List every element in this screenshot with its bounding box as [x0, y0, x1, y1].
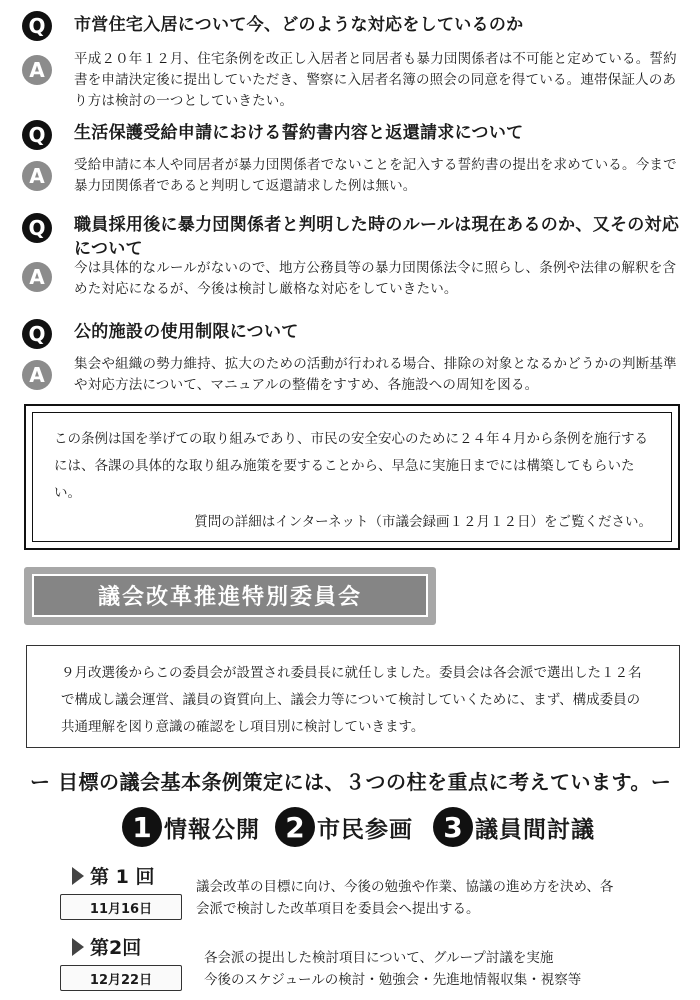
- triangle-bullet-icon: [72, 867, 84, 885]
- pillar-label: 情報公開: [164, 816, 260, 843]
- q-icon: Q: [22, 213, 52, 243]
- session-heading: [72, 862, 154, 889]
- session-1: [60, 862, 680, 928]
- a-icon: A: [22, 161, 52, 191]
- a-icon: A: [22, 55, 52, 85]
- number-2-icon: 2: [275, 807, 315, 847]
- session-description-line: 議会改革の目標に向け、今後の勉強や作業、協議の進め方を決め、各: [196, 879, 614, 895]
- session-description-line: 各会派の提出した検討項目について、グループ討議を実施: [204, 950, 554, 966]
- session-2: [60, 933, 680, 999]
- q-icon: Q: [22, 11, 52, 41]
- question-text: 職員採用後に暴力団関係者と判明した時のルールは現在あるのか、又その対応について: [74, 215, 680, 259]
- question-text: 市営住宅入居について今、どのような対応をしているのか: [74, 15, 524, 35]
- committee-intro-box: [26, 645, 680, 748]
- q-icon: Q: [22, 319, 52, 349]
- q-icon: Q: [22, 120, 52, 150]
- pillar-label: 市民参画: [317, 816, 413, 843]
- summary-text: この条例は国を挙げての取り組みであり、市民の安全安心のために２４年４月から条例を施行するには、各課の具体的な取り組み施策を要することから、早急に実施日までには構築してもらいたい。: [54, 431, 648, 501]
- number-3-icon: 3: [433, 807, 473, 847]
- pillar-3: [433, 807, 595, 847]
- session-description-line: 会派で検討した改革項目を委員会へ提出する。: [196, 901, 480, 917]
- session-heading: [72, 933, 141, 960]
- answer-text: 集会や組織の勢力維持、拡大のための活動が行われる場合、排除の対象となるかどうかの判断基準や対応方法について、マニュアルの整備をすすめ、各施設への周知を図る。: [74, 356, 677, 393]
- session-title: 第2回: [90, 937, 142, 959]
- session-title: 第 1 回: [90, 866, 155, 888]
- a-icon: A: [22, 262, 52, 292]
- answer-text: 平成２０年１２月、住宅条例を改正し入居者と同居者も暴力団関係者は不可能と定めている。誓約書を申請決定後に提出していただき、警察に入居者名簿の照会の同意を得ている。連帯保証人のあり方は検討の一つとしていきたい。: [74, 51, 677, 109]
- goal-heading: ー 目標の議会基本条例策定には、３つの柱を重点に考えています。ー: [30, 770, 672, 794]
- committee-banner: [24, 567, 436, 625]
- summary-box: [24, 404, 680, 550]
- summary-note: 質問の詳細はインターネット（市議会録画１２月１２日）をご覧ください。: [194, 514, 652, 530]
- pillar-label: 議員間討議: [475, 816, 595, 843]
- session-description-line: 今後のスケジュールの検討・勉強会・先進地情報収集・視察等: [204, 972, 582, 988]
- session-description: [204, 947, 680, 991]
- session-date: 12月22日: [60, 965, 182, 991]
- answer-text: 今は具体的なルールがないので、地方公務員等の暴力団関係法令に照らし、条例や法律の解釈を含めた対応になるが、今後は検討し厳格な対応をしていきたい。: [74, 260, 677, 297]
- pillar-2: [275, 807, 413, 847]
- triangle-bullet-icon: [72, 938, 84, 956]
- committee-title: 議会改革推進特別委員会: [32, 574, 428, 617]
- session-description: [196, 876, 680, 920]
- committee-intro-text: ９月改選後からこの委員会が設置され委員長に就任しました。委員会は各会派で選出した１２名で構成し議会運営、議員の資質向上、議会力等について検討していくために、まず、構成委員の共通理解を図り意識の確認をし項目別に検討していきます。: [61, 665, 642, 735]
- qa-item-2: [22, 117, 684, 197]
- answer-text: 受給申請に本人や同居者が暴力団関係者でないことを記入する誓約書の提出を求めている。今まで暴力団関係者であると判明して返還請求した例は無い。: [74, 157, 677, 194]
- pillar-1: [122, 807, 260, 847]
- a-icon: A: [22, 360, 52, 390]
- qa-item-4: [22, 316, 684, 396]
- question-text: 公的施設の使用制限について: [74, 322, 299, 342]
- session-date: 11月16日: [60, 894, 182, 920]
- number-1-icon: 1: [122, 807, 162, 847]
- qa-item-3: [22, 210, 684, 300]
- pillars: [0, 807, 700, 857]
- qa-item-1: [22, 8, 684, 113]
- question-text: 生活保護受給申請における誓約書内容と返還請求について: [74, 123, 524, 143]
